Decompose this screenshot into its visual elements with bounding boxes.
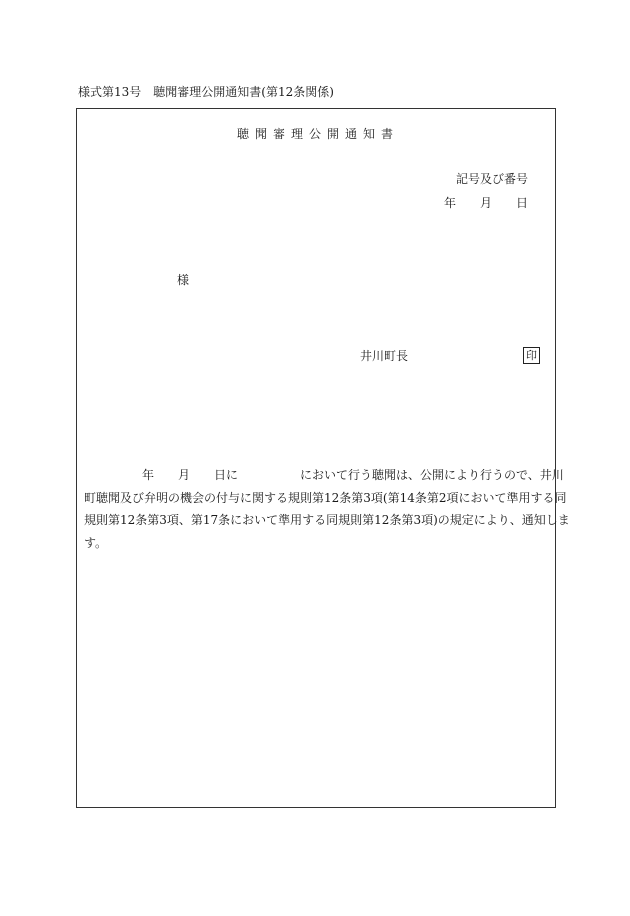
body-date-day: 日に [214,468,239,482]
date-month-label: 月 [480,196,493,210]
seal-mark: 印 [523,347,540,364]
document-title: 聴聞審理公開通知書 [236,127,399,141]
document-frame [76,108,570,808]
body-line-4: す。 [84,535,108,550]
body-line-1 [84,464,564,487]
addressee-suffix: 様 [177,273,190,287]
body-line-3: 規則第12条第3項、第17条において準用する同規則第12条第3項)の規定により、通知しま [84,513,570,527]
body-line-2: 町聴聞及び弁明の機会の付与に関する規則第12条第3項(第14条第2項において準用する同 [84,490,567,505]
sender-title: 井川町長 [360,349,409,363]
date-year-label: 年 [444,196,457,210]
body-date-month: 月 [178,468,191,482]
date-day-label: 日 [516,196,529,210]
reference-number-label: 記号及び番号 [456,172,529,186]
body-date-year: 年 [142,468,155,482]
notice-body [84,464,570,554]
form-number-label: 様式第13号 聴聞審理公開通知書(第12条関係) [78,85,334,99]
body-line-1-text: において行う聴聞は、公開により行うので、井川 [300,468,564,482]
issue-date [444,194,528,211]
